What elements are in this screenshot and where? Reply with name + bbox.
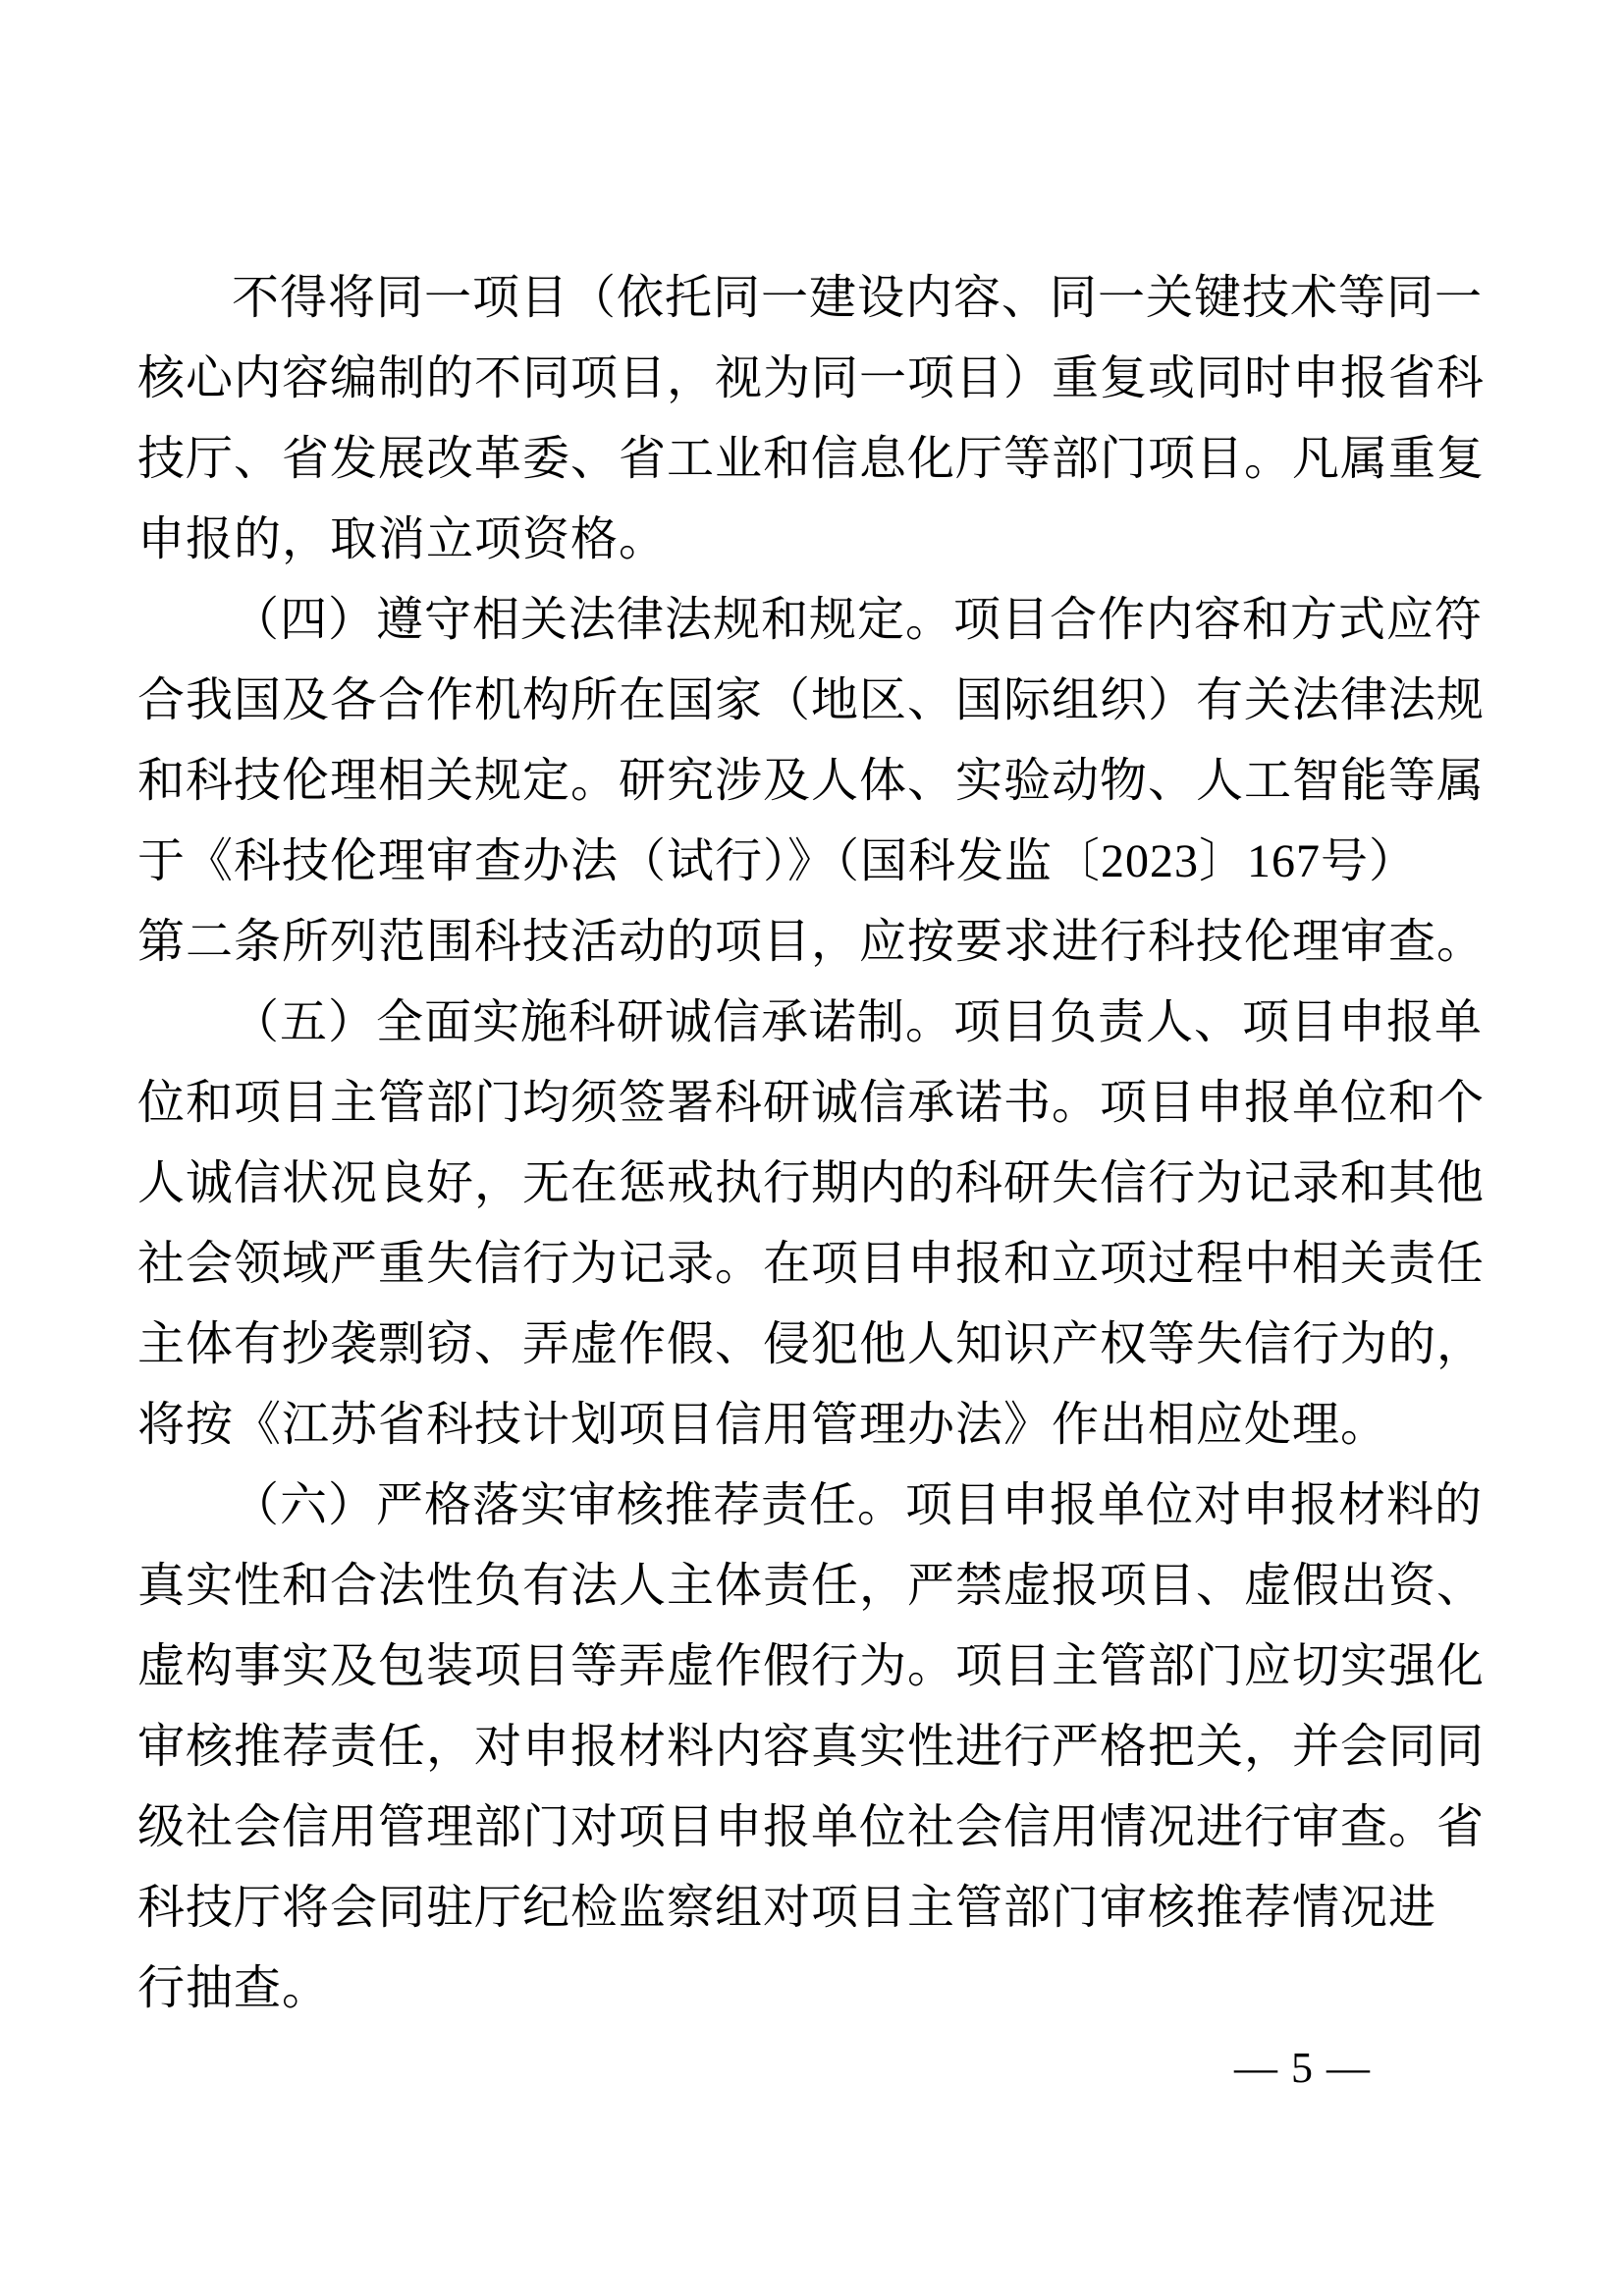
document-body: [137, 258, 1486, 2029]
text-line: 不得将同一项目（依托同一建设内容、同一关键技术等同一: [232, 272, 1484, 324]
text-line: 和科技伦理相关规定。研究涉及人体、实验动物、人工智能等属: [137, 755, 1486, 807]
text-line: 行抽查。: [137, 1962, 331, 2014]
paragraph-no-duplicate-submission: [137, 258, 1486, 580]
text-line: 将按《江苏省科技计划项目信用管理办法》作出相应处理。: [137, 1399, 1389, 1451]
text-line: 级社会信用管理部门对项目申报单位社会信用情况进行审查。省: [137, 1801, 1486, 1853]
text-line: 审核推荐责任，对申报材料内容真实性进行严格把关，并会同同: [137, 1721, 1486, 1773]
text-line: 技厅、省发展改革委、省工业和信息化厅等部门项目。凡属重复: [137, 433, 1486, 485]
page-number-value: 5: [1291, 2044, 1313, 2092]
paragraph-item-4-laws-and-regulations: [137, 580, 1486, 983]
text-line: （五）全面实施科研诚信承诺制。项目负责人、项目申报单: [232, 996, 1484, 1048]
page-number: [1234, 2045, 1370, 2092]
text-line: （六）严格落实审核推荐责任。项目申报单位对申报材料的: [232, 1479, 1484, 1531]
text-line: （四）遵守相关法律法规和规定。项目合作内容和方式应符: [232, 594, 1484, 646]
text-line: 于《科技伦理审查办法（试行）》（国科发监〔2023〕167号）: [137, 835, 1418, 887]
text-line: 合我国及各合作机构所在国家（地区、国际组织）有关法律法规: [137, 674, 1486, 726]
text-line: 核心内容编制的不同项目，视为同一项目）重复或同时申报省科: [137, 352, 1486, 404]
text-line: 科技厅将会同驻厅纪检监察组对项目主管部门审核推荐情况进: [137, 1882, 1437, 1934]
paragraph-item-5-research-integrity: [137, 983, 1486, 1466]
text-line: 社会领域严重失信行为记录。在项目申报和立项过程中相关责任: [137, 1238, 1486, 1290]
text-line: 人诚信状况良好，无在惩戒执行期内的科研失信行为记录和其他: [137, 1157, 1486, 1209]
paragraph-item-6-review-recommendation-responsibility: [137, 1466, 1486, 2029]
text-line: 主体有抄袭剽窃、弄虚作假、侵犯他人知识产权等失信行为的，: [137, 1318, 1486, 1370]
text-line: 申报的，取消立项资格。: [137, 513, 668, 565]
text-line: 真实性和合法性负有法人主体责任，严禁虚报项目、虚假出资、: [137, 1560, 1486, 1612]
text-line: 位和项目主管部门均须签署科研诚信承诺书。项目申报单位和个: [137, 1077, 1486, 1129]
text-line: 第二条所列范围科技活动的项目，应按要求进行科技伦理审查。: [137, 916, 1486, 968]
text-line: 虚构事实及包装项目等弄虚作假行为。项目主管部门应切实强化: [137, 1640, 1486, 1692]
page-number-left-dash: —: [1234, 2044, 1277, 2092]
page-number-right-dash: —: [1326, 2044, 1370, 2092]
